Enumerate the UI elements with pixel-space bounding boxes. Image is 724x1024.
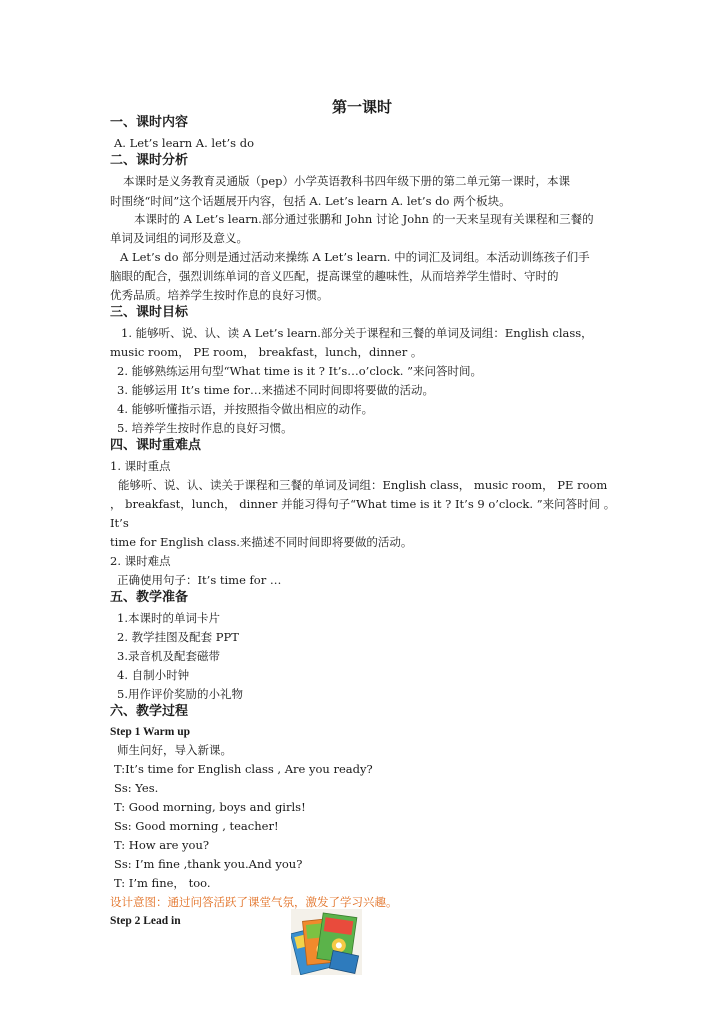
lesson-content-text: A. Let’s learn A. let’s do	[114, 136, 255, 150]
dialogue-line: Ss: Yes.	[114, 781, 159, 795]
heading-lesson-goals: 三、课时目标	[110, 305, 189, 320]
analysis-line: 时围绕“时间”这个话题展开内容，包括 A. Let’s learn A. let’s do 两个板块。	[110, 194, 511, 208]
dialogue-line: 师生问好，导入新课。	[117, 743, 232, 757]
dialogue-line: Ss: I’m fine ,thank you.And you?	[114, 857, 303, 871]
prep-item: 1.本课时的单词卡片	[117, 611, 220, 625]
goal-line: 3. 能够运用 It’s time for…来描述不同时间即将要做的活动。	[117, 383, 435, 397]
key-point-line: ， breakfast，lunch， dinner 并能习得句子“What time is it ? It’s 9 o’clock. ”来问答时间 。	[110, 497, 616, 511]
analysis-line: 本课时的 A Let’s learn.部分通过张鹏和 John 讨论 John 的一天来呈现有关课程和三餐的	[134, 212, 594, 226]
analysis-line: A Let’s do 部分则是通过活动来操练 A Let’s learn. 中的词汇及词组。本活动训练孩子们手	[120, 250, 590, 264]
step-2-heading: Step 2 Lead in	[110, 915, 181, 927]
analysis-line: 本课时是义务教育灵通版（pep）小学英语教科书四年级下册的第二单元第一课时，本课	[123, 174, 571, 188]
goal-line: 5. 培养学生按时作息的良好习惯。	[117, 421, 293, 435]
heading-lesson-analysis: 二、课时分析	[110, 153, 189, 168]
design-intent-note: 设计意图：通过问答活跃了课堂气氛，激发了学习兴趣。	[110, 895, 398, 909]
heading-key-points: 四、课时重难点	[110, 438, 202, 453]
dialogue-line: T:It’s time for English class , Are you ready?	[114, 762, 373, 776]
page-title: 第一课时	[331, 98, 392, 116]
difficult-point-line: 正确使用句子：It’s time for …	[117, 573, 282, 587]
key-point-line: time for English class.来描述不同时间即将要做的活动。	[110, 535, 413, 549]
key-point-line: 能够听、说、认、读关于课程和三餐的单词及词组：English class， music room， PE room	[118, 478, 608, 492]
key-point-label: 1. 课时重点	[110, 459, 171, 473]
dialogue-line: T: I’m fine， too.	[114, 876, 211, 890]
prep-item: 5.用作评价奖励的小礼物	[117, 687, 243, 701]
prep-item: 4. 自制小时钟	[117, 668, 190, 682]
difficult-point-label: 2. 课时难点	[110, 554, 171, 568]
dialogue-line: Ss: Good morning , teacher!	[114, 819, 279, 833]
goal-line: 1. 能够听、说、认、读 A Let’s learn.部分关于课程和三餐的单词及词组：English class，	[121, 326, 593, 340]
dialogue-line: T: Good morning, boys and girls!	[114, 800, 306, 814]
analysis-line: 单词及词组的词形及意义。	[110, 231, 248, 245]
prep-item: 3.录音机及配套磁带	[117, 649, 220, 663]
heading-preparation: 五、教学准备	[110, 590, 189, 605]
prep-item: 2. 教学挂图及配套 PPT	[117, 630, 239, 644]
heading-lesson-content: 一、课时内容	[110, 115, 189, 130]
books-stack-image	[291, 909, 362, 975]
goal-line: 4. 能够听懂指示语，并按照指令做出相应的动作。	[117, 402, 374, 416]
goal-line: 2. 能够熟练运用句型“What time is it ? It’s…o’clock. ”来问答时间。	[117, 364, 482, 378]
goal-line: music room， PE room， breakfast，lunch，dinner 。	[110, 345, 423, 359]
key-point-line: It’s	[110, 516, 129, 530]
analysis-line: 脑眼的配合，强烈训练单词的音义匹配，提高课堂的趣味性，从而培养学生惜时、守时的	[110, 269, 559, 283]
heading-teaching-process: 六、教学过程	[110, 704, 189, 719]
step-1-heading: Step 1 Warm up	[110, 726, 190, 738]
analysis-line: 优秀品质。培养学生按时作息的良好习惯。	[110, 288, 329, 302]
dialogue-line: T: How are you?	[114, 838, 210, 852]
